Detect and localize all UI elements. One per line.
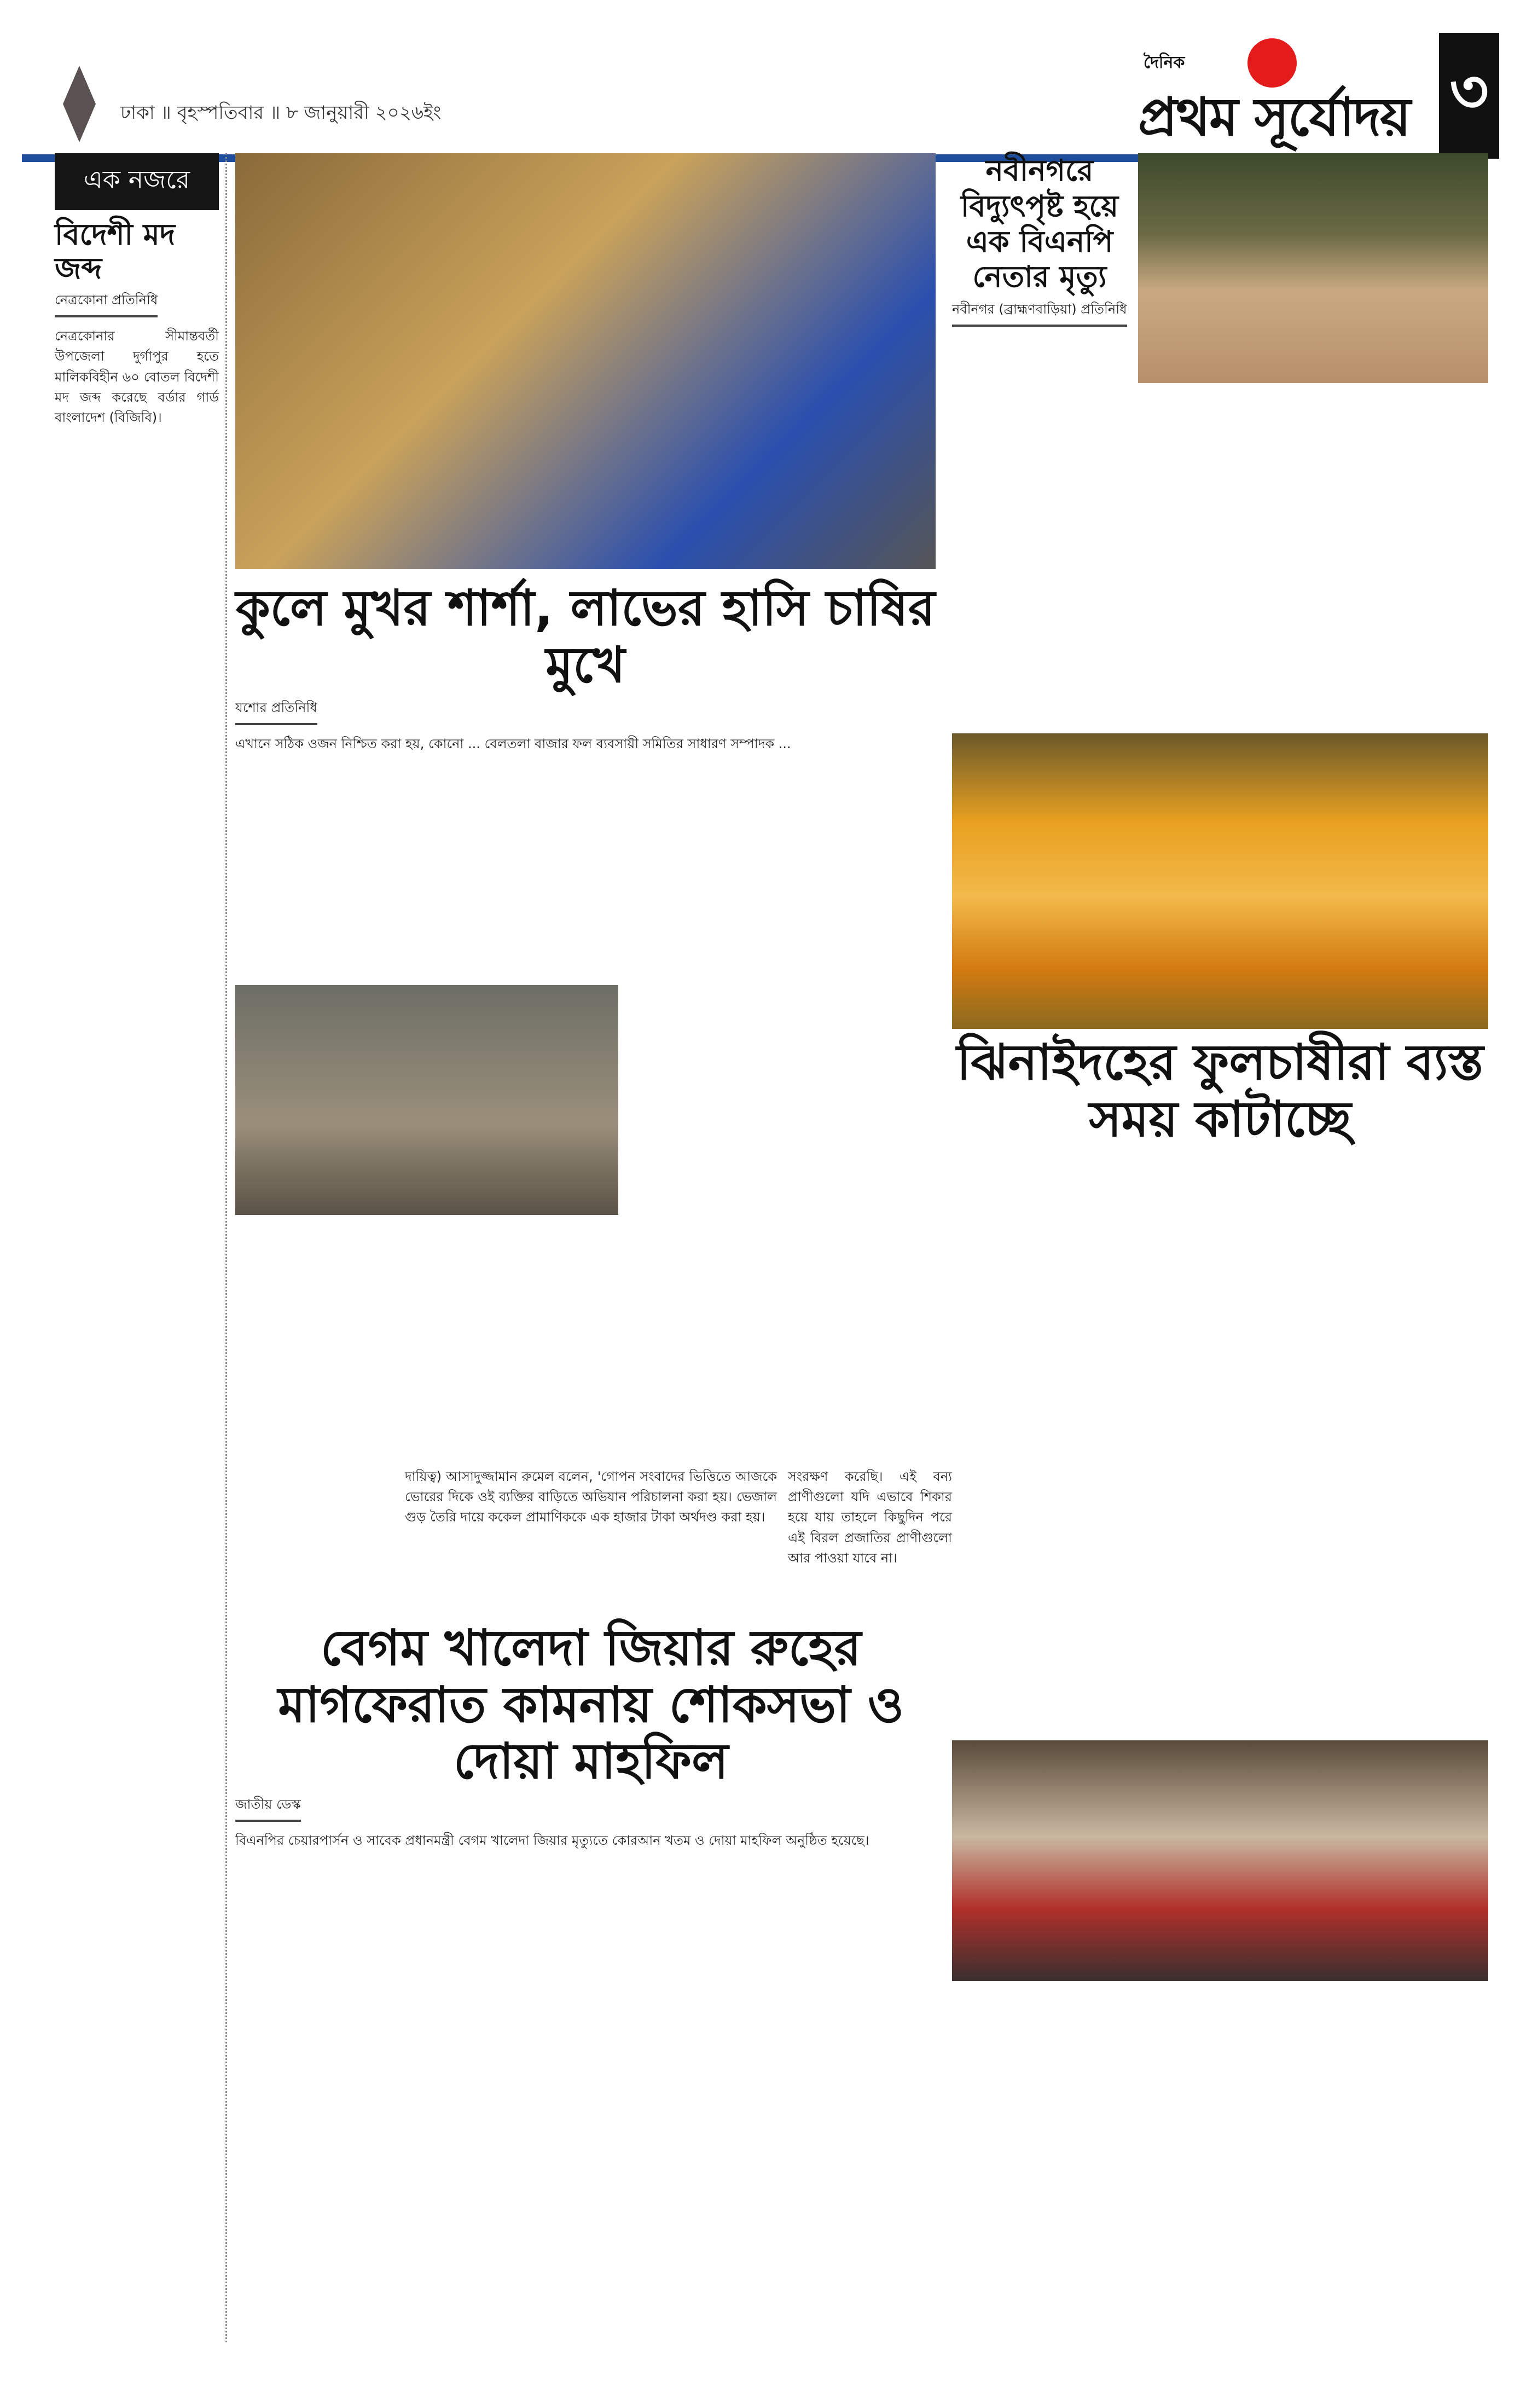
sidebar <box>55 153 219 428</box>
article-byline: জাতীয় ডেস্ক <box>235 1795 301 1822</box>
fruit-market-photo <box>235 153 936 569</box>
article-kul <box>235 580 936 754</box>
dateline: ঢাকা ॥ বৃহস্পতিবার ॥ ৮ জানুয়ারী ২০২৬ইং <box>120 102 442 124</box>
page-number: ৩ <box>1439 33 1499 159</box>
ox-plough-photo <box>1138 153 1488 383</box>
column-divider <box>225 153 227 2342</box>
flower-field-photo <box>952 733 1488 1029</box>
article-body: বিএনপির চেয়ারপার্সন ও সাবেক প্রধানমন্ত্রী বেগম খালেদা জিয়ার মৃত্যুতে কোরআন খতম ও দোয়া মাহফিল অনুষ্ঠিত হয়েছে। <box>235 1832 869 1848</box>
sidebar-kicker: এক নজরে <box>55 153 219 210</box>
article-byline: যশোর প্রতিনিধি <box>235 698 317 725</box>
sidebar-headline: বিদেশী মদ জব্দ <box>55 217 176 286</box>
newspaper-logo: দৈনিক প্রথম সূর্যোদয় <box>1133 38 1417 148</box>
article-headline: কুলে মুখর শার্শা, লাভের হাসি চাষির মুখে <box>235 580 936 694</box>
masthead <box>22 27 1510 159</box>
article-gur: দায়িত্ব) আসাদুজ্জামান রুমেল বলেন, 'গোপন সংবাদের ভিত্তিতে আজকে ভোরের দিকে ওই ব্যক্তির বাড়িতে অভিযান পরিচালনা করা হয়। ভেজাল গুড় তৈরি দায়ে ককেল প্রামাণিককে এক হাজার টাকা অর্থদণ্ড করা হয়। <box>405 1469 777 1525</box>
article-nabinagar <box>952 153 1127 335</box>
group-photo <box>952 1740 1488 1981</box>
article-headline: নবীনগরে বিদ্যুৎপৃষ্ট হয়ে এক বিএনপি নেতার মৃত্যু <box>960 153 1119 294</box>
article-flowers <box>952 1034 1488 1148</box>
article-body: এখানে সঠিক ওজন নিশ্চিত করা হয়, কোনো ... বেলতলা বাজার ফল ব্যবসায়ী সমিতির সাধারণ সম্পাদক ... <box>235 736 791 751</box>
article-headline: বেগম খালেদা জিয়ার রুহের মাগফেরাত কামনায় শোকসভা ও দোয়া মাহফিল <box>278 1619 904 1790</box>
emblem-icon <box>55 60 104 148</box>
sidebar-byline: নেত্রকোনা প্রতিনিধি <box>55 290 158 317</box>
article-byline: নবীনগর (ব্রাহ্মণবাড়িয়া) প্রতিনিধি <box>952 299 1127 327</box>
sidebar-body: নেত্রকোনার সীমান্তবর্তী উপজেলা দুর্গাপুর হতে মালিকবিহীন ৬০ বোতল বিদেশী মদ জব্দ করেছে বর্ডার গার্ড বাংলাদেশ (বিজিবি)। <box>55 328 219 425</box>
raid-photo <box>235 985 618 1215</box>
article-headline: ঝিনাইদহের ফুলচাষীরা ব্যস্ত সময় কাটাচ্ছে <box>956 1034 1484 1148</box>
article-khaleda <box>235 1620 947 1851</box>
article-wildlife: সংরক্ষণ করেছি। এই বন্য প্রাণীগুলো যদি এভাবে শিকার হয়ে যায় তাহলে কিছুদিন পরে এই বিরল প্রজাতির প্রাণীগুলো আর পাওয়া যাবে না। <box>788 1469 952 1566</box>
